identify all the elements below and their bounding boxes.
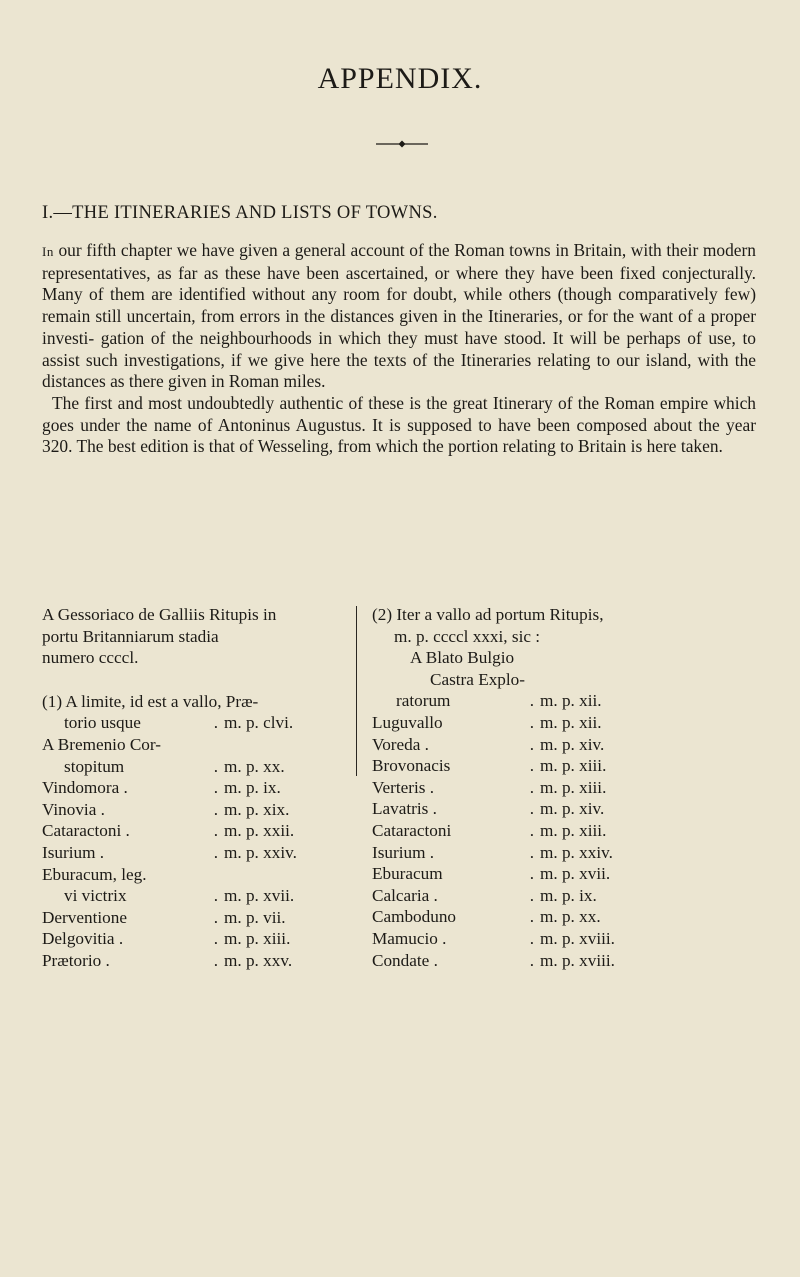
place-name: Delgovitia . [42,929,124,949]
place-name: Luguvallo [372,712,443,732]
leader-dots: . [529,777,534,797]
leader-dots: . [213,842,218,862]
place-name: Verteris . [372,777,435,797]
right-itinerary-rows [372,690,772,971]
place-name: torio usque [64,713,141,733]
leader-dots: . [213,907,218,927]
leader-dots: . [213,950,218,970]
leader-dots: . [529,928,534,948]
distance: m. p. xxiv. [224,842,297,862]
distance: m. p. xii. [540,691,602,711]
place-name: Vinovia . [42,799,105,819]
leader-dots: . [529,842,534,862]
distance: m. p. xiii. [540,777,607,797]
distance: m. p. xiii. [540,820,607,840]
place-name: Isurium . [42,842,105,862]
itinerary-row [42,907,342,929]
leader-dots: . [213,886,218,906]
distance: m. p. clvi. [224,713,294,733]
leader-dots: . [213,778,218,798]
place-name: vi victrix [64,886,127,906]
leader-dots [200,734,224,756]
leader-dots: . [213,799,218,819]
left-heading-line [42,626,342,648]
itinerary-row [372,906,772,928]
appendix-heading: APPENDIX. [317,62,483,95]
distance: m. p. xviii. [540,950,615,970]
itinerary-row [372,755,772,777]
place-name: Condate . [372,950,438,970]
intro-paragraph-1 [42,240,756,393]
itinerary-row [372,928,772,950]
left-heading [42,604,342,669]
itinerary-row [372,863,772,885]
distance: m. p. xxiv. [540,842,613,862]
place-name: Prætorio . [42,950,110,970]
intro-paragraph-2-text: The first and most undoubtedly authentic of these is the great Itinerary of the Roman empire which goes under the name of Antoninus Augustus. It is supposed to have been composed about the year 320. The best edition is that of Wesseling, from which the portion relating to Britain is here taken. [42,392,756,457]
left-itinerary-rows [42,712,342,971]
leader-dots: . [529,885,534,905]
itinerary-row [372,734,772,756]
place-name: Mamucio . [372,928,447,948]
distance: m. p. vii. [224,907,286,927]
itinerary-row [42,842,342,864]
itinerary-row [372,712,772,734]
place-name: Derventione [42,907,127,927]
iter-2-heading-line: A Blato Bulgio [410,648,515,668]
iter-2-heading-line: Castra Explo- [430,669,525,689]
distance: m. p. xiv. [540,799,605,819]
intro-paragraph-2 [42,393,756,458]
leader-dots: . [213,821,218,841]
place-name: A Bremenio Cor- [42,734,161,754]
place-name: Camboduno [372,907,457,927]
distance [224,734,342,756]
distance: m. p. xii. [540,712,602,732]
distance: m. p. xxv. [224,950,293,970]
leader-dots: . [529,691,534,711]
leader-dots: . [529,820,534,840]
iter-2-heading: (2) Iter a vallo ad portum Ritupis, [372,605,604,624]
leader-dots: . [529,712,534,732]
distance: m. p. xvii. [224,886,295,906]
ornament-divider-icon [376,140,428,148]
itinerary-row [372,690,772,712]
left-heading-line: A Gessoriaco de Galliis Ritupis in [42,605,277,624]
place-name: Eburacum, leg. [42,864,147,884]
distance [224,864,342,886]
leader-dots: . [529,756,534,776]
distance: m. p. xiv. [540,734,605,754]
distance: m. p. xvii. [540,864,611,884]
itinerary-row [372,842,772,864]
itinerary-row [372,798,772,820]
itinerary-row [372,950,772,972]
place-name: Lavatris . [372,799,437,819]
distance: m. p. xiii. [224,929,291,949]
leader-dots: . [529,799,534,819]
place-name: Cataractoni . [42,821,130,841]
place-name: ratorum [396,691,451,711]
itinerary-row [42,799,342,821]
distance: m. p. xiii. [540,756,607,776]
drop-cap-word: In [42,244,54,259]
distance: m. p. xix. [224,799,290,819]
itinerary-row [42,712,342,734]
distance: m. p. xviii. [540,928,615,948]
itinerary-row [372,820,772,842]
itinerary-row [42,928,342,950]
left-heading-line: numero ccccl. [42,648,139,668]
place-name: Cataractoni [372,820,452,840]
place-name: Isurium . [372,842,435,862]
leader-dots: . [213,929,218,949]
distance: m. p. xx. [224,756,285,776]
iter-1-heading: (1) A limite, id est a vallo, Præ- [42,691,259,711]
itinerary-row [42,777,342,799]
leader-dots: . [529,950,534,970]
place-name: Brovonacis [372,756,451,776]
column-divider [356,606,357,776]
intro-text [42,240,756,458]
itinerary-row [42,734,342,756]
leader-dots: . [529,864,534,884]
itinerary-row [372,777,772,799]
itinerary-row [42,864,342,886]
iter-2-heading-line: m. p. ccccl xxxi, sic : [394,626,541,646]
itinerary-row [42,756,342,778]
leader-dots: . [213,713,218,733]
distance: m. p. ix. [540,885,597,905]
place-name: Vindomora . [42,778,128,798]
distance: m. p. xx. [540,907,601,927]
itinerary-left-column [42,604,342,972]
distance: m. p. ix. [224,778,281,798]
left-heading-line-text: portu Britanniarum stadia [42,626,219,646]
itinerary-row [42,820,342,842]
itinerary-row [42,950,342,972]
intro-paragraph-1-text: our fifth chapter we have given a general account of the Roman towns in Britain, with their modern representatives, as far as these have been ascertained, or where they have been fixed conjecturally. Many of them are identified without any room for doubt, while others (though comparatively few) remain still uncertain, from errors in the distances given in the Itineraries, or for the want of a proper investi- gation of the neighbourhoods in which they must have stood. It will be perhaps of use, to assist such investigations, if we give here the texts of the Itineraries relating to our island, with the distances as there given in Roman miles. [42,240,756,392]
leader-dots: . [529,734,534,754]
leader-dots: . [213,756,218,776]
place-name: Voreda . [372,734,429,754]
itinerary-row [372,885,772,907]
place-name: Calcaria . [372,885,438,905]
leader-dots [200,864,224,886]
leader-dots: . [529,907,534,927]
itinerary-right-column [372,604,772,971]
place-name: Eburacum [372,864,443,884]
distance: m. p. xxii. [224,821,295,841]
place-name: stopitum [64,756,125,776]
section-heading: I.—THE ITINERARIES AND LISTS OF TOWNS. [42,203,438,223]
itinerary-row [42,885,342,907]
